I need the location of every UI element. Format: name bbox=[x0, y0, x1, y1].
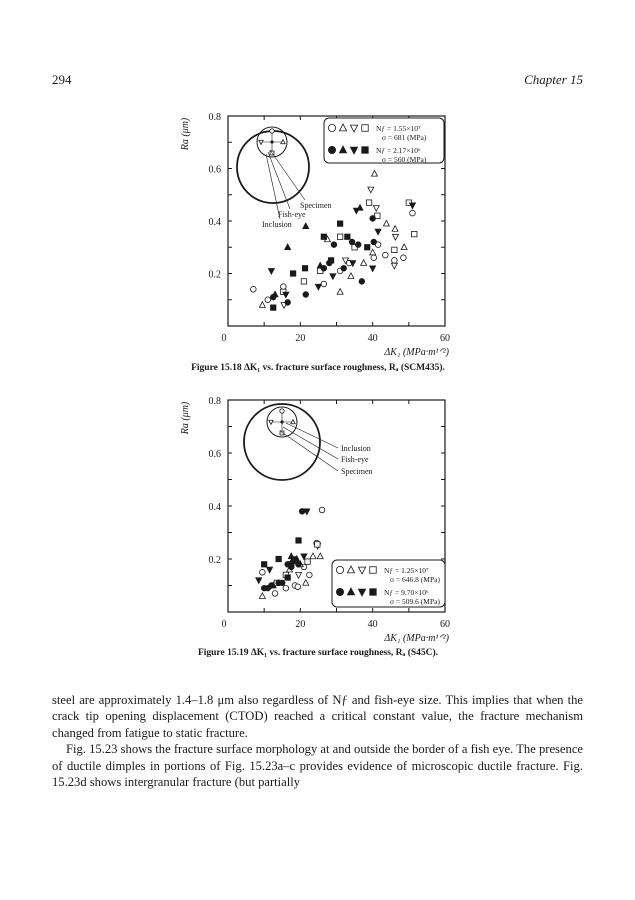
legend-line2: σ = 646.8 (MPa) bbox=[390, 575, 440, 584]
data-point bbox=[276, 556, 281, 561]
inset-label: Inclusion bbox=[262, 220, 292, 229]
data-point bbox=[401, 255, 407, 261]
legend-marker bbox=[336, 566, 343, 573]
y-tick-label: 0.6 bbox=[208, 164, 221, 176]
chapter-header: Chapter 15 bbox=[524, 72, 583, 87]
data-point bbox=[296, 573, 302, 579]
legend-line1: Nƒ = 2.17×10⁶ bbox=[376, 146, 421, 155]
x-tick-label: 20 bbox=[295, 619, 306, 630]
data-point bbox=[259, 593, 265, 599]
inset-marker bbox=[280, 409, 284, 413]
data-point bbox=[337, 221, 342, 226]
data-point bbox=[285, 244, 291, 250]
data-point bbox=[259, 302, 265, 308]
data-point bbox=[296, 538, 301, 543]
legend-marker bbox=[362, 125, 368, 131]
y-tick-label: 0.4 bbox=[208, 217, 221, 228]
data-point bbox=[307, 572, 313, 578]
data-point bbox=[345, 234, 350, 239]
data-point bbox=[353, 208, 359, 214]
data-point bbox=[296, 562, 302, 568]
data-point bbox=[256, 578, 262, 584]
legend-line1: Nƒ = 1.55×10⁷ bbox=[376, 124, 421, 133]
x-axis-label: ΔK₁ (MPa·m¹ᐟ²) bbox=[384, 633, 449, 644]
x-tick-label: 40 bbox=[367, 333, 378, 344]
inset-label: Specimen bbox=[341, 467, 373, 476]
inset-marker bbox=[269, 420, 273, 424]
leader-line bbox=[283, 427, 338, 459]
inclusion-dot bbox=[270, 140, 273, 143]
data-point bbox=[317, 553, 323, 559]
legend-marker bbox=[336, 588, 343, 595]
data-point bbox=[328, 258, 333, 263]
data-point bbox=[281, 284, 287, 290]
legend-marker bbox=[328, 146, 335, 153]
x-tick-label: 40 bbox=[367, 619, 378, 630]
data-point bbox=[392, 234, 398, 240]
data-point bbox=[391, 263, 397, 269]
page-number: 294 bbox=[52, 72, 72, 87]
data-point bbox=[279, 580, 285, 586]
inset-label: Inclusion bbox=[341, 444, 371, 453]
inclusion-dot bbox=[280, 420, 283, 423]
data-point bbox=[260, 569, 266, 575]
data-point bbox=[290, 271, 295, 276]
data-point bbox=[261, 562, 266, 567]
data-point bbox=[401, 244, 407, 250]
inset-label: Fish-eye bbox=[278, 210, 306, 219]
data-point bbox=[365, 245, 370, 250]
data-point bbox=[361, 260, 367, 266]
data-point bbox=[285, 575, 290, 580]
data-point bbox=[303, 223, 309, 229]
legend-line1: Nƒ = 1.25×10⁷ bbox=[384, 566, 429, 575]
legend-line2: σ = 560 (MPa) bbox=[382, 155, 427, 164]
paragraph: steel are approximately 1.4–1.8 μm also regardless of Nƒ and fish-eye size. This implies that when the crack tip opening displacement (CTOD) reached a critical constant value, the fracture mechanism changed from fatigue to static fracture. bbox=[52, 693, 583, 740]
y-tick-label: 0.6 bbox=[208, 449, 221, 460]
legend-marker bbox=[362, 147, 368, 153]
data-point bbox=[289, 562, 294, 567]
x-tick-label: 60 bbox=[440, 333, 450, 344]
y-tick-label: 0.2 bbox=[208, 555, 221, 566]
x-tick-label: 0 bbox=[221, 619, 227, 630]
y-axis-label: Ra (μm) bbox=[180, 117, 191, 151]
data-point bbox=[392, 258, 398, 264]
legend-marker bbox=[370, 589, 376, 595]
data-point bbox=[375, 229, 381, 235]
data-point bbox=[251, 286, 257, 292]
data-point bbox=[383, 220, 389, 226]
data-point bbox=[341, 265, 347, 271]
data-point bbox=[371, 170, 377, 176]
data-point bbox=[265, 297, 271, 303]
data-point bbox=[412, 231, 417, 236]
x-axis-label: ΔK₁ (MPa·m¹ᐟ²) bbox=[384, 347, 449, 358]
data-point bbox=[321, 234, 326, 239]
data-point bbox=[337, 289, 343, 295]
data-point bbox=[371, 255, 377, 261]
y-tick-label: 0.4 bbox=[208, 502, 221, 513]
data-point bbox=[285, 300, 291, 306]
data-point bbox=[383, 252, 389, 258]
data-point bbox=[271, 305, 276, 310]
data-point bbox=[366, 200, 371, 205]
data-point bbox=[371, 239, 377, 245]
inset-marker bbox=[281, 140, 285, 144]
data-point bbox=[267, 567, 273, 573]
data-point bbox=[392, 226, 398, 232]
data-point bbox=[283, 585, 289, 591]
data-point bbox=[370, 249, 376, 255]
y-tick-label: 0.8 bbox=[208, 112, 221, 123]
inset-label: Fish-eye bbox=[341, 455, 369, 464]
data-point bbox=[410, 210, 416, 216]
data-point bbox=[310, 553, 316, 559]
y-axis-label: Ra (μm) bbox=[180, 401, 191, 435]
legend-line2: σ = 509.6 (MPa) bbox=[390, 597, 440, 606]
data-point bbox=[301, 279, 306, 284]
chart-2 bbox=[180, 396, 450, 658]
data-point bbox=[268, 268, 274, 274]
data-point bbox=[349, 239, 355, 245]
data-point bbox=[315, 284, 321, 290]
data-point bbox=[359, 279, 365, 285]
data-point bbox=[348, 273, 354, 279]
inset-marker bbox=[270, 129, 274, 133]
x-tick-label: 0 bbox=[221, 333, 227, 344]
data-point bbox=[337, 234, 342, 239]
inset-marker bbox=[291, 420, 295, 424]
data-point bbox=[370, 216, 376, 222]
leader-line bbox=[280, 431, 338, 471]
figure-caption: Figure 15.18 ΔK₁ vs. fracture surface roughness, Rₐ (SCM435). bbox=[191, 363, 445, 373]
legend-marker bbox=[370, 567, 376, 573]
series-open-circle bbox=[260, 507, 325, 596]
data-point bbox=[295, 584, 301, 590]
x-tick-label: 20 bbox=[295, 333, 306, 344]
legend-marker bbox=[328, 124, 335, 131]
paragraph: Fig. 15.23 shows the fracture surface morphology at and outside the border of a fish eye. The presence of ductile dimples in portions of Fig. 15.23a–c provides evidence of microscopic ductile fracture. Fig. 15.23d shows intergranular fracture (but partially bbox=[52, 742, 583, 790]
data-point bbox=[373, 205, 379, 211]
data-point bbox=[370, 266, 376, 272]
legend-line1: Nƒ = 9.70×10⁶ bbox=[384, 588, 429, 597]
inset-marker bbox=[259, 140, 263, 144]
data-point bbox=[368, 187, 374, 193]
data-point bbox=[330, 274, 336, 280]
body-text bbox=[52, 692, 583, 790]
data-point bbox=[317, 262, 323, 268]
data-point bbox=[303, 292, 309, 298]
x-tick-label: 60 bbox=[440, 619, 450, 630]
data-point bbox=[303, 580, 309, 586]
inset-label: Specimen bbox=[300, 201, 332, 210]
data-point bbox=[331, 242, 337, 248]
leader-line bbox=[286, 423, 338, 448]
figure-caption: Figure 15.19 ΔK₁ vs. fracture surface roughness, Rₐ (S45C). bbox=[197, 648, 439, 658]
y-tick-label: 0.2 bbox=[208, 269, 221, 281]
chart-1 bbox=[180, 112, 450, 373]
data-point bbox=[392, 247, 397, 252]
data-point bbox=[315, 542, 320, 547]
data-point bbox=[355, 242, 361, 248]
legend-line2: σ = 681 (MPa) bbox=[382, 133, 427, 142]
data-point bbox=[319, 507, 325, 513]
data-point bbox=[305, 559, 310, 564]
leader-line bbox=[268, 152, 290, 209]
data-point bbox=[272, 591, 278, 597]
data-point bbox=[302, 266, 307, 271]
y-tick-label: 0.8 bbox=[208, 396, 221, 407]
leader-line bbox=[270, 150, 305, 200]
